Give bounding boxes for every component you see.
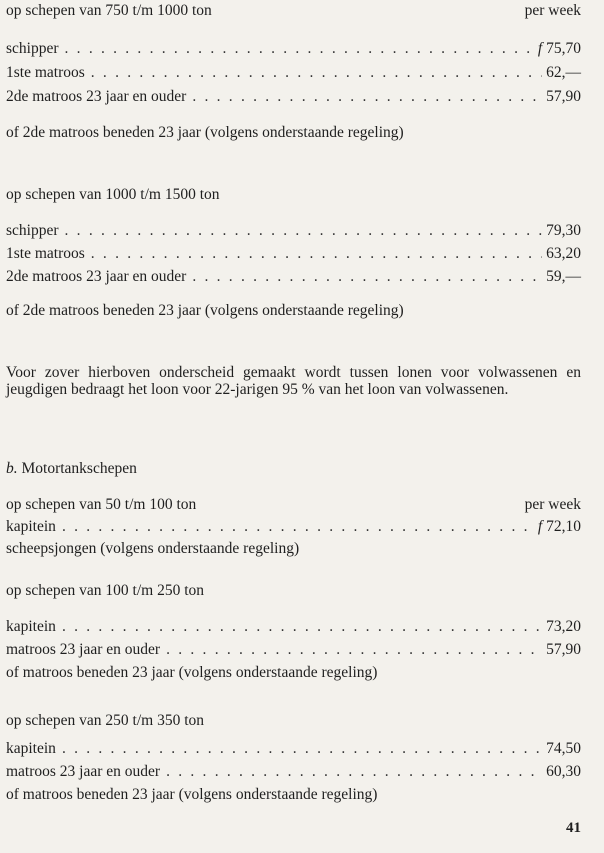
- wage-row-value: 57,90: [546, 88, 581, 105]
- wage-row-value: 62,—: [546, 64, 581, 81]
- leader-dots: [166, 763, 542, 781]
- wage-row-label: kapitein: [6, 740, 56, 757]
- tonnage-header-100-250: [6, 582, 581, 600]
- wage-row-label: 2de matroos 23 jaar en ouder: [6, 268, 187, 285]
- wage-row-kapitein: [6, 618, 581, 636]
- junior-note: of 2de matroos beneden 23 jaar (volgens onderstaande regeling): [6, 302, 404, 319]
- junior-note: [6, 786, 581, 804]
- scheepsjongen-note: [6, 540, 581, 558]
- wage-row-1ste-matroos: [6, 64, 581, 82]
- note-text: of matroos beneden 23 jaar (volgens onderstaande regeling): [6, 786, 378, 803]
- currency-sign: f: [537, 40, 543, 57]
- leader-dots: [192, 88, 542, 106]
- junior-note: of 2de matroos beneden 23 jaar (volgens onderstaande regeling): [6, 124, 404, 141]
- wage-row-label: 1ste matroos: [6, 245, 85, 262]
- tonnage-label: op schepen van 1000 t/m 1500 ton: [6, 186, 220, 203]
- tonnage-label: op schepen van 100 t/m 250 ton: [6, 582, 205, 599]
- junior-note: [6, 664, 581, 682]
- tonnage-label: op schepen van 250 t/m 350 ton: [6, 712, 205, 729]
- note-text: of matroos beneden 23 jaar (volgens onderstaande regeling): [6, 664, 378, 681]
- tonnage-label: op schepen van 50 t/m 100 ton: [6, 496, 197, 513]
- wage-note-paragraph: Voor zover hierboven onderscheid gemaakt wordt tussen lonen voor volwassenen en jeugdigen bedraagt het loon voor 22-jarigen 95 % van het loon van volwassenen.: [6, 364, 581, 398]
- tonnage-header-50-100: [6, 496, 581, 514]
- wage-row-value: 60,30: [546, 763, 581, 780]
- section-letter: b.: [6, 460, 18, 477]
- section-heading: [6, 460, 581, 478]
- wage-row-value: 63,20: [546, 245, 581, 262]
- wage-row-label: matroos 23 jaar en ouder: [6, 641, 161, 658]
- leader-dots: [62, 740, 542, 758]
- section-title: Motortankschepen: [21, 460, 137, 477]
- wage-row-label: kapitein: [6, 518, 56, 535]
- note-text: scheepsjongen (volgens onderstaande regeling): [6, 540, 300, 557]
- tonnage-header-1000-1500: [6, 186, 581, 204]
- leader-dots: [62, 618, 542, 636]
- leader-dots: [192, 268, 542, 286]
- wage-row-label: kapitein: [6, 618, 56, 635]
- period-label: per week: [524, 496, 581, 513]
- tonnage-header-250-350: [6, 712, 581, 730]
- leader-dots: [62, 518, 534, 536]
- period-label: per week: [524, 2, 581, 19]
- wage-row-value: 75,70: [546, 40, 581, 57]
- wage-row-1ste-matroos: [6, 245, 581, 263]
- wage-row-value: 72,10: [546, 518, 581, 535]
- wage-row-value: 57,90: [546, 641, 581, 658]
- wage-row-2de-matroos: [6, 268, 581, 286]
- page-number: 41: [566, 820, 581, 836]
- wage-row-label: 1ste matroos: [6, 64, 85, 81]
- currency-sign: f: [537, 518, 543, 535]
- wage-row-label: schipper: [6, 222, 59, 239]
- wage-row-value: 73,20: [546, 618, 581, 635]
- leader-dots: [91, 64, 542, 82]
- wage-row-label: matroos 23 jaar en ouder: [6, 763, 161, 780]
- wage-row-kapitein: [6, 518, 581, 536]
- leader-dots: [91, 245, 542, 263]
- wage-row-matroos: [6, 763, 581, 781]
- wage-row-value: 79,30: [546, 222, 581, 239]
- wage-row-value: 59,—: [546, 268, 581, 285]
- wage-row-schipper: [6, 222, 581, 240]
- leader-dots: [166, 641, 542, 659]
- wage-row-value: 74,50: [546, 740, 581, 757]
- tonnage-header-750-1000: [6, 2, 581, 20]
- leader-dots: [65, 40, 534, 58]
- leader-dots: [65, 222, 543, 240]
- wage-row-schipper: [6, 40, 581, 58]
- wage-row-matroos: [6, 641, 581, 659]
- wage-row-kapitein: [6, 740, 581, 758]
- wage-row-label: schipper: [6, 40, 59, 57]
- tonnage-label: op schepen van 750 t/m 1000 ton: [6, 2, 212, 19]
- wage-row-label: 2de matroos 23 jaar en ouder: [6, 88, 187, 105]
- wage-row-2de-matroos: [6, 88, 581, 106]
